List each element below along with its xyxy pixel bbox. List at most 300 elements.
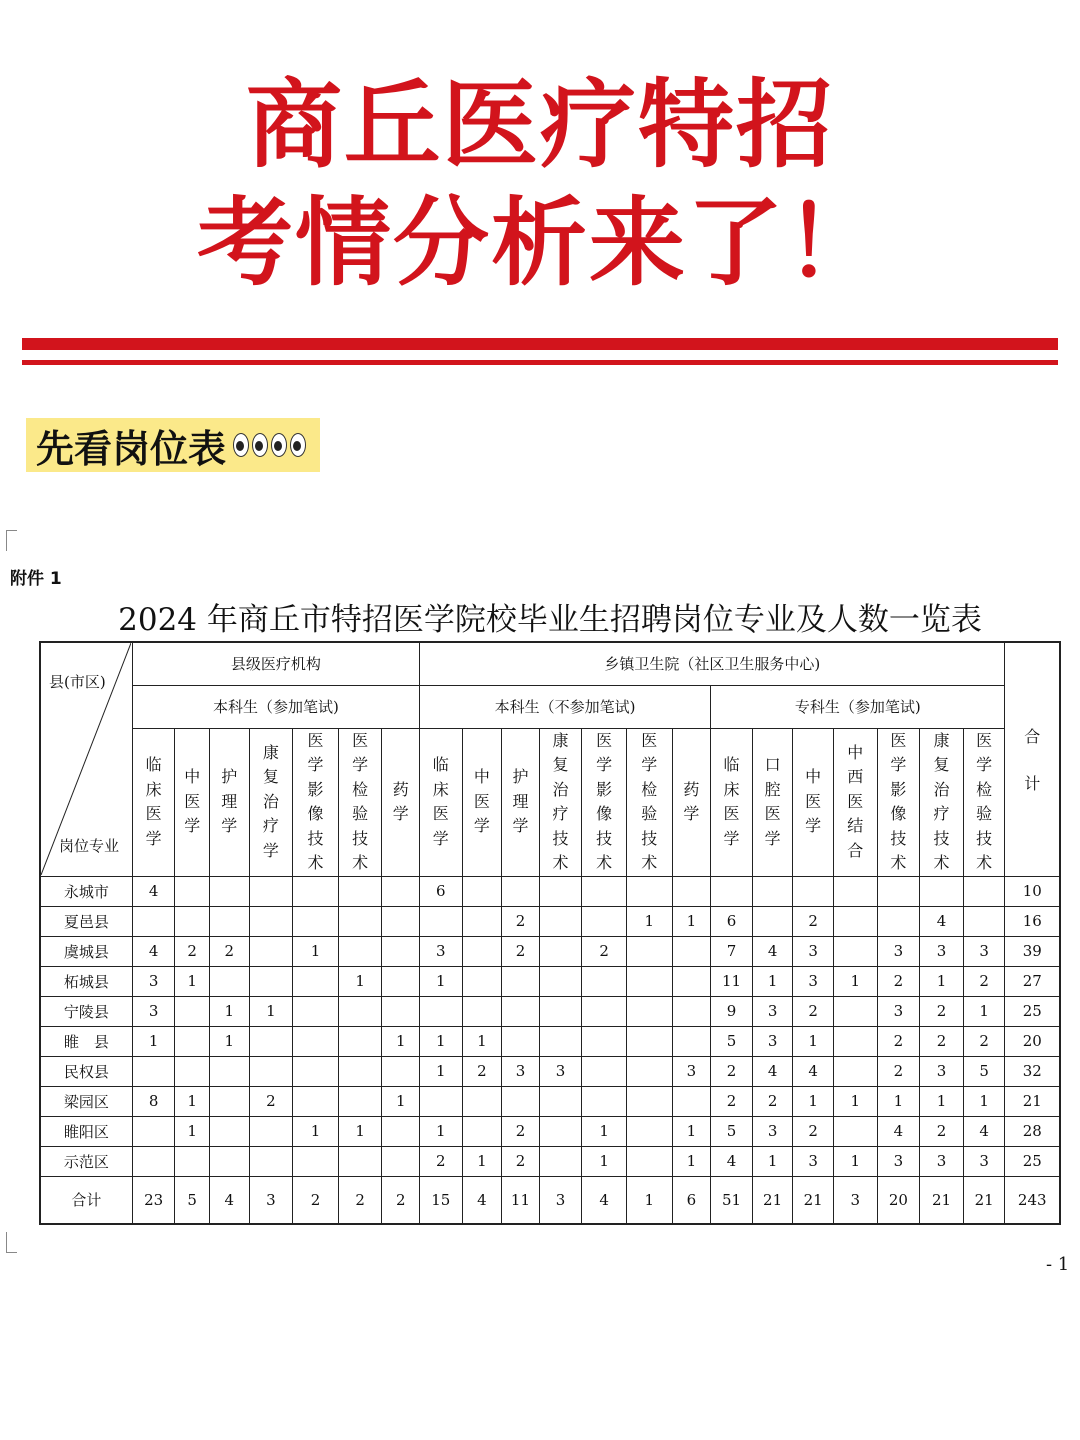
column-header: 康 复 治 疗 学 bbox=[249, 728, 293, 876]
table-cell bbox=[132, 1116, 175, 1146]
table-cell bbox=[582, 1056, 627, 1086]
table-cell: 2 bbox=[752, 1086, 793, 1116]
table-cell: 51 bbox=[711, 1176, 753, 1224]
table-cell: 2 bbox=[462, 1056, 502, 1086]
table-cell: 4 bbox=[877, 1116, 920, 1146]
red-divider-thin bbox=[22, 360, 1058, 365]
table-cell: 1 bbox=[920, 966, 964, 996]
table-row bbox=[40, 936, 1060, 966]
table-cell: 1 bbox=[462, 1146, 502, 1176]
subheader-bachelor-exam: 本科生（参加笔试) bbox=[132, 685, 419, 728]
column-header: 药 学 bbox=[382, 728, 420, 876]
table-cell bbox=[293, 1026, 339, 1056]
table-cell: 2 bbox=[209, 936, 249, 966]
table-cell bbox=[132, 906, 175, 936]
table-cell: 1 bbox=[920, 1086, 964, 1116]
table-cell bbox=[382, 906, 420, 936]
table-cell: 3 bbox=[132, 996, 175, 1026]
table-cell bbox=[539, 1026, 582, 1056]
group-header-county: 县级医疗机构 bbox=[132, 642, 419, 685]
table-cell bbox=[672, 936, 711, 966]
table-cell: 4 bbox=[793, 1056, 834, 1086]
column-header: 临 床 医 学 bbox=[420, 728, 463, 876]
table-cell bbox=[249, 876, 293, 906]
table-cell bbox=[626, 1026, 672, 1056]
table-cell: 1 bbox=[793, 1026, 834, 1056]
positions-table bbox=[39, 641, 1061, 1225]
table-cell bbox=[382, 876, 420, 906]
corner-header bbox=[40, 642, 132, 876]
table-cell: 4 bbox=[963, 1116, 1005, 1146]
table-cell bbox=[833, 936, 877, 966]
table-cell bbox=[175, 1026, 210, 1056]
table-cell bbox=[539, 966, 582, 996]
table-cell: 1 bbox=[209, 1026, 249, 1056]
column-header: 中 医 学 bbox=[175, 728, 210, 876]
row-label: 梁园区 bbox=[40, 1086, 132, 1116]
table-cell bbox=[249, 1056, 293, 1086]
table-cell bbox=[420, 1086, 463, 1116]
table-cell bbox=[539, 996, 582, 1026]
row-total: 20 bbox=[1005, 1026, 1060, 1056]
table-cell bbox=[132, 1146, 175, 1176]
table-cell: 1 bbox=[175, 1086, 210, 1116]
table-cell: 1 bbox=[420, 1026, 463, 1056]
table-cell bbox=[672, 876, 711, 906]
table-cell bbox=[833, 1056, 877, 1086]
table-cell: 3 bbox=[793, 936, 834, 966]
table-cell: 4 bbox=[711, 1146, 753, 1176]
table-cell: 2 bbox=[711, 1056, 753, 1086]
table-cell bbox=[338, 1146, 382, 1176]
table-cell bbox=[626, 1146, 672, 1176]
table-cell: 1 bbox=[249, 996, 293, 1026]
table-cell: 4 bbox=[132, 876, 175, 906]
table-cell: 3 bbox=[963, 1146, 1005, 1176]
column-header: 口 腔 医 学 bbox=[752, 728, 793, 876]
table-cell: 4 bbox=[752, 936, 793, 966]
table-cell bbox=[539, 1146, 582, 1176]
sum-row bbox=[40, 1176, 1060, 1224]
table-cell: 6 bbox=[420, 876, 463, 906]
table-cell: 1 bbox=[175, 966, 210, 996]
table-cell: 21 bbox=[963, 1176, 1005, 1224]
table-cell bbox=[833, 876, 877, 906]
page-number: - 1 bbox=[1046, 1254, 1070, 1275]
table-cell: 2 bbox=[920, 1116, 964, 1146]
table-cell: 1 bbox=[338, 1116, 382, 1146]
row-total: 25 bbox=[1005, 1146, 1060, 1176]
table-cell: 1 bbox=[672, 1146, 711, 1176]
table-cell bbox=[963, 876, 1005, 906]
table-cell bbox=[175, 1146, 210, 1176]
corner-bottom-label: 岗位专业 bbox=[59, 836, 120, 855]
table-cell bbox=[462, 1116, 502, 1146]
table-cell: 15 bbox=[420, 1176, 463, 1224]
table-cell: 21 bbox=[793, 1176, 834, 1224]
table-cell bbox=[209, 906, 249, 936]
column-header: 中 医 学 bbox=[462, 728, 502, 876]
table-cell bbox=[502, 966, 540, 996]
table-row bbox=[40, 1116, 1060, 1146]
column-header: 中 西 医 结 合 bbox=[833, 728, 877, 876]
table-cell: 1 bbox=[293, 936, 339, 966]
row-total: 28 bbox=[1005, 1116, 1060, 1146]
table-cell: 2 bbox=[793, 1116, 834, 1146]
column-header: 护 理 学 bbox=[502, 728, 540, 876]
table-cell: 2 bbox=[502, 1146, 540, 1176]
table-cell bbox=[175, 906, 210, 936]
table-cell: 1 bbox=[209, 996, 249, 1026]
table-cell: 3 bbox=[420, 936, 463, 966]
table-cell: 23 bbox=[132, 1176, 175, 1224]
table-cell: 3 bbox=[920, 936, 964, 966]
table-cell bbox=[752, 876, 793, 906]
table-cell bbox=[462, 996, 502, 1026]
table-cell: 3 bbox=[877, 996, 920, 1026]
table-cell bbox=[582, 1086, 627, 1116]
table-cell: 3 bbox=[963, 936, 1005, 966]
table-cell: 2 bbox=[877, 1056, 920, 1086]
table-cell bbox=[833, 1026, 877, 1056]
table-cell: 2 bbox=[382, 1176, 420, 1224]
eyes-icon bbox=[230, 433, 306, 457]
total-header-char: 计 bbox=[1024, 774, 1041, 794]
table-cell: 1 bbox=[752, 1146, 793, 1176]
table-cell: 2 bbox=[793, 906, 834, 936]
table-cell bbox=[382, 1146, 420, 1176]
table-cell bbox=[582, 966, 627, 996]
table-cell bbox=[249, 1116, 293, 1146]
table-cell: 1 bbox=[672, 906, 711, 936]
table-cell: 1 bbox=[672, 1116, 711, 1146]
table-cell: 1 bbox=[833, 966, 877, 996]
table-cell bbox=[293, 996, 339, 1026]
table-cell bbox=[833, 996, 877, 1026]
table-cell: 1 bbox=[462, 1026, 502, 1056]
table-cell: 4 bbox=[462, 1176, 502, 1224]
table-cell: 2 bbox=[502, 1116, 540, 1146]
table-row bbox=[40, 906, 1060, 936]
row-label: 示范区 bbox=[40, 1146, 132, 1176]
main-title-line2: 考情分析来了！ bbox=[197, 187, 883, 299]
crop-mark-top bbox=[6, 530, 17, 551]
table-cell: 1 bbox=[338, 966, 382, 996]
table-cell bbox=[175, 1056, 210, 1086]
table-cell: 11 bbox=[502, 1176, 540, 1224]
table-cell: 1 bbox=[793, 1086, 834, 1116]
column-header: 药 学 bbox=[672, 728, 711, 876]
table-cell bbox=[249, 906, 293, 936]
row-label: 睢 县 bbox=[40, 1026, 132, 1056]
table-cell: 4 bbox=[132, 936, 175, 966]
table-cell: 2 bbox=[293, 1176, 339, 1224]
table-cell bbox=[132, 1056, 175, 1086]
table-cell: 2 bbox=[338, 1176, 382, 1224]
table-cell: 8 bbox=[132, 1086, 175, 1116]
table-cell bbox=[626, 1056, 672, 1086]
table-cell bbox=[293, 906, 339, 936]
table-cell: 2 bbox=[711, 1086, 753, 1116]
table-cell: 3 bbox=[752, 1026, 793, 1056]
red-divider-thick bbox=[22, 338, 1058, 350]
table-cell: 1 bbox=[420, 1116, 463, 1146]
table-cell: 5 bbox=[963, 1056, 1005, 1086]
row-total: 27 bbox=[1005, 966, 1060, 996]
table-cell bbox=[502, 996, 540, 1026]
main-title-line1: 商丘医疗特招 bbox=[246, 69, 834, 181]
column-header: 医 学 检 验 技 术 bbox=[963, 728, 1005, 876]
table-cell bbox=[209, 1146, 249, 1176]
table-cell bbox=[833, 906, 877, 936]
table-cell bbox=[539, 1086, 582, 1116]
table-cell: 2 bbox=[175, 936, 210, 966]
corner-top-label: 县(市区) bbox=[49, 673, 106, 691]
table-cell: 4 bbox=[920, 906, 964, 936]
table-row bbox=[40, 1086, 1060, 1116]
table-cell bbox=[338, 996, 382, 1026]
table-cell: 3 bbox=[752, 996, 793, 1026]
table-cell bbox=[338, 936, 382, 966]
table-cell bbox=[338, 1026, 382, 1056]
table-cell: 1 bbox=[963, 996, 1005, 1026]
column-header: 临 床 医 学 bbox=[711, 728, 753, 876]
table-cell: 4 bbox=[209, 1176, 249, 1224]
table-cell: 1 bbox=[752, 966, 793, 996]
table-cell bbox=[382, 1056, 420, 1086]
table-row bbox=[40, 1056, 1060, 1086]
total-header bbox=[1005, 642, 1060, 876]
total-header-char: 合 bbox=[1024, 727, 1041, 747]
row-label: 柘城县 bbox=[40, 966, 132, 996]
table-cell: 1 bbox=[963, 1086, 1005, 1116]
table-cell bbox=[462, 1086, 502, 1116]
table-cell: 2 bbox=[502, 906, 540, 936]
table-cell bbox=[382, 996, 420, 1026]
table-cell bbox=[249, 1026, 293, 1056]
table-cell bbox=[833, 1116, 877, 1146]
table-cell: 1 bbox=[877, 1086, 920, 1116]
table-cell: 3 bbox=[502, 1056, 540, 1086]
table-cell bbox=[462, 936, 502, 966]
table-cell bbox=[672, 1026, 711, 1056]
table-cell bbox=[502, 876, 540, 906]
row-total: 32 bbox=[1005, 1056, 1060, 1086]
table-cell bbox=[293, 1086, 339, 1116]
document-title: 2024 年商丘市特招医学院校毕业生招聘岗位专业及人数一览表 bbox=[118, 602, 982, 638]
table-cell: 1 bbox=[293, 1116, 339, 1146]
table-cell bbox=[793, 876, 834, 906]
table-cell bbox=[209, 1056, 249, 1086]
table-cell bbox=[338, 1056, 382, 1086]
table-cell bbox=[462, 906, 502, 936]
table-cell: 21 bbox=[752, 1176, 793, 1224]
row-total: 21 bbox=[1005, 1086, 1060, 1116]
table-cell: 4 bbox=[752, 1056, 793, 1086]
table-row bbox=[40, 996, 1060, 1026]
table-cell bbox=[338, 1086, 382, 1116]
row-label: 睢阳区 bbox=[40, 1116, 132, 1146]
row-label: 民权县 bbox=[40, 1056, 132, 1086]
table-cell bbox=[626, 966, 672, 996]
table-cell bbox=[420, 906, 463, 936]
table-cell: 1 bbox=[833, 1146, 877, 1176]
row-total: 10 bbox=[1005, 876, 1060, 906]
table-cell: 3 bbox=[920, 1146, 964, 1176]
table-cell: 1 bbox=[582, 1146, 627, 1176]
subheader-college-exam: 专科生（参加笔试) bbox=[711, 685, 1005, 728]
table-cell: 2 bbox=[420, 1146, 463, 1176]
table-cell: 2 bbox=[963, 1026, 1005, 1056]
column-header: 医 学 检 验 技 术 bbox=[626, 728, 672, 876]
table-cell bbox=[672, 1086, 711, 1116]
column-header: 临 床 医 学 bbox=[132, 728, 175, 876]
table-cell: 2 bbox=[877, 966, 920, 996]
table-cell: 3 bbox=[877, 936, 920, 966]
group-header-township: 乡镇卫生院（社区卫生服务中心) bbox=[420, 642, 1005, 685]
table-row bbox=[40, 966, 1060, 996]
table-cell: 2 bbox=[920, 996, 964, 1026]
table-cell: 2 bbox=[502, 936, 540, 966]
row-total: 25 bbox=[1005, 996, 1060, 1026]
row-label: 夏邑县 bbox=[40, 906, 132, 936]
table-cell: 2 bbox=[582, 936, 627, 966]
table-cell: 5 bbox=[175, 1176, 210, 1224]
table-cell: 11 bbox=[711, 966, 753, 996]
table-cell bbox=[502, 1086, 540, 1116]
table-cell bbox=[209, 876, 249, 906]
table-cell bbox=[338, 906, 382, 936]
table-cell bbox=[920, 876, 964, 906]
row-label: 宁陵县 bbox=[40, 996, 132, 1026]
table-cell bbox=[752, 906, 793, 936]
table-cell bbox=[462, 966, 502, 996]
table-cell: 1 bbox=[626, 906, 672, 936]
table-cell bbox=[420, 996, 463, 1026]
table-cell: 2 bbox=[920, 1026, 964, 1056]
table-cell: 1 bbox=[626, 1176, 672, 1224]
table-cell bbox=[711, 876, 753, 906]
column-header: 医 学 影 像 技 术 bbox=[582, 728, 627, 876]
table-cell: 2 bbox=[963, 966, 1005, 996]
table-cell bbox=[877, 906, 920, 936]
table-cell: 1 bbox=[382, 1086, 420, 1116]
table-cell bbox=[626, 1086, 672, 1116]
table-cell: 21 bbox=[920, 1176, 964, 1224]
table-cell bbox=[293, 1056, 339, 1086]
table-cell: 3 bbox=[672, 1056, 711, 1086]
table-cell bbox=[209, 1086, 249, 1116]
table-cell bbox=[963, 906, 1005, 936]
subheader-bachelor-noexam: 本科生（不参加笔试) bbox=[420, 685, 711, 728]
table-cell: 3 bbox=[793, 1146, 834, 1176]
table-cell: 2 bbox=[877, 1026, 920, 1056]
table-cell: 1 bbox=[132, 1026, 175, 1056]
column-header: 中 医 学 bbox=[793, 728, 834, 876]
column-header: 医 学 影 像 技 术 bbox=[877, 728, 920, 876]
table-cell: 3 bbox=[793, 966, 834, 996]
row-label: 永城市 bbox=[40, 876, 132, 906]
table-cell: 2 bbox=[249, 1086, 293, 1116]
section-tag-label: 先看岗位表 bbox=[36, 425, 227, 471]
table-cell: 4 bbox=[582, 1176, 627, 1224]
table-cell: 3 bbox=[920, 1056, 964, 1086]
table-cell: 3 bbox=[132, 966, 175, 996]
table-cell bbox=[382, 936, 420, 966]
table-cell bbox=[209, 1116, 249, 1146]
table-cell bbox=[462, 876, 502, 906]
table-cell bbox=[582, 1026, 627, 1056]
table-cell: 3 bbox=[539, 1176, 582, 1224]
table-cell: 5 bbox=[711, 1116, 753, 1146]
table-cell bbox=[209, 966, 249, 996]
column-header: 医 学 检 验 技 术 bbox=[338, 728, 382, 876]
table-cell: 1 bbox=[833, 1086, 877, 1116]
table-cell: 6 bbox=[672, 1176, 711, 1224]
table-cell bbox=[539, 1116, 582, 1146]
table-cell: 3 bbox=[877, 1146, 920, 1176]
table-cell bbox=[382, 1116, 420, 1146]
table-cell bbox=[539, 936, 582, 966]
table-cell bbox=[249, 1146, 293, 1176]
table-cell bbox=[626, 876, 672, 906]
table-cell: 1 bbox=[420, 1056, 463, 1086]
table-cell bbox=[175, 996, 210, 1026]
row-total: 39 bbox=[1005, 936, 1060, 966]
table-cell bbox=[502, 1026, 540, 1056]
table-cell: 5 bbox=[711, 1026, 753, 1056]
table-cell bbox=[626, 936, 672, 966]
table-cell: 9 bbox=[711, 996, 753, 1026]
table-row bbox=[40, 876, 1060, 906]
column-header: 护 理 学 bbox=[209, 728, 249, 876]
table-cell: 2 bbox=[793, 996, 834, 1026]
table-cell: 3 bbox=[752, 1116, 793, 1146]
attachment-label: 附件 1 bbox=[10, 569, 62, 589]
table-cell: 1 bbox=[420, 966, 463, 996]
row-total: 243 bbox=[1005, 1176, 1060, 1224]
table-cell: 1 bbox=[175, 1116, 210, 1146]
table-cell bbox=[582, 996, 627, 1026]
table-cell: 3 bbox=[833, 1176, 877, 1224]
column-header: 康 复 治 疗 技 术 bbox=[920, 728, 964, 876]
table-cell bbox=[877, 876, 920, 906]
column-header: 康 复 治 疗 技 术 bbox=[539, 728, 582, 876]
section-tag bbox=[26, 418, 320, 472]
table-cell bbox=[626, 1116, 672, 1146]
crop-mark-bottom bbox=[6, 1232, 17, 1253]
table-cell bbox=[338, 876, 382, 906]
table-cell bbox=[249, 966, 293, 996]
table-cell bbox=[293, 966, 339, 996]
table-cell bbox=[293, 1146, 339, 1176]
row-label: 合计 bbox=[40, 1176, 132, 1224]
row-total: 16 bbox=[1005, 906, 1060, 936]
table-cell bbox=[175, 876, 210, 906]
table-cell bbox=[582, 906, 627, 936]
table-cell bbox=[672, 996, 711, 1026]
table-cell: 3 bbox=[249, 1176, 293, 1224]
table-cell bbox=[382, 966, 420, 996]
table-cell bbox=[626, 996, 672, 1026]
table-cell: 6 bbox=[711, 906, 753, 936]
table-row bbox=[40, 1026, 1060, 1056]
table-cell bbox=[249, 936, 293, 966]
table-row bbox=[40, 1146, 1060, 1176]
row-label: 虞城县 bbox=[40, 936, 132, 966]
table-cell: 1 bbox=[382, 1026, 420, 1056]
table-cell: 20 bbox=[877, 1176, 920, 1224]
